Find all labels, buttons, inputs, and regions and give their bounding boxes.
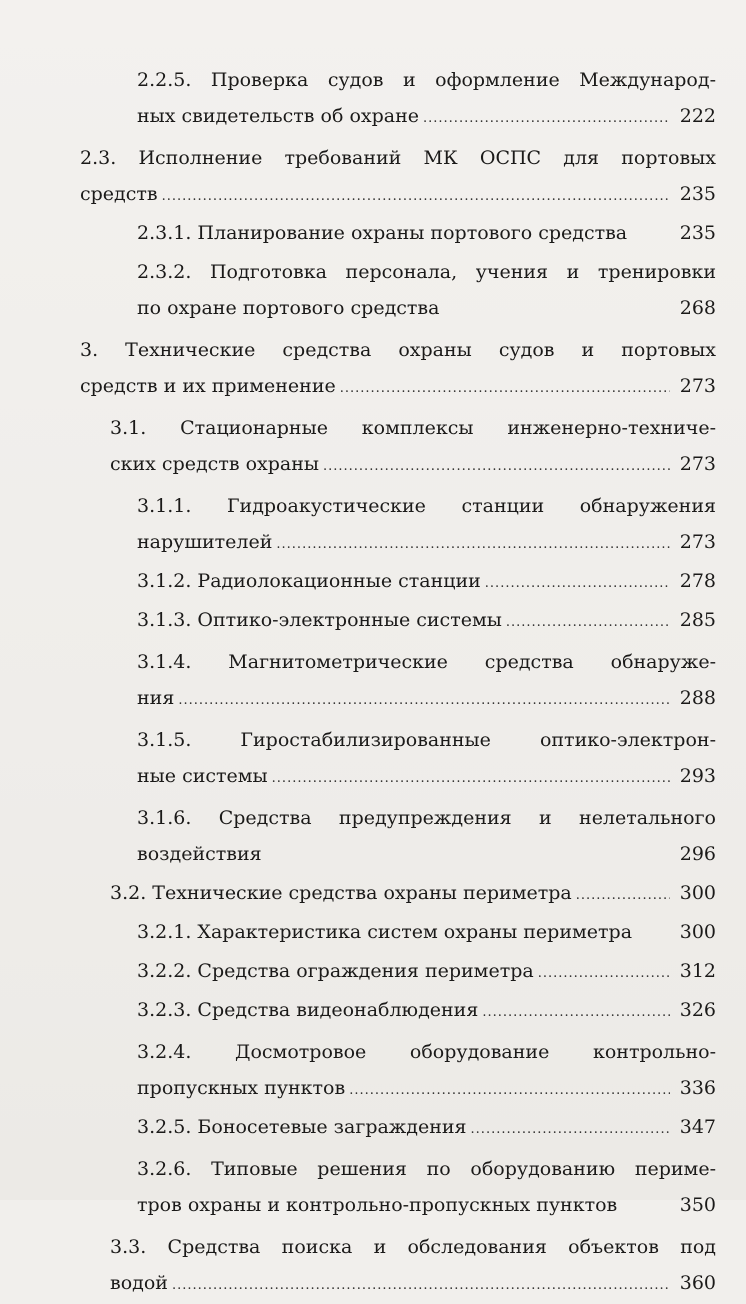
toc-entry-title-line: пропускных пунктов (137, 1077, 346, 1099)
toc-entry-3-2[interactable] (80, 875, 716, 914)
toc-entry-title-line: средств и их применение (80, 375, 336, 397)
toc-entry-3-2-4[interactable] (80, 1034, 716, 1109)
toc-entry-page-number: 350 (679, 1194, 716, 1216)
toc-entry-title-line: 2.3.1. Планирование охраны портового средства (137, 222, 628, 244)
toc-entry-title-line: тров охраны и контрольно-пропускных пунктов (137, 1194, 618, 1216)
toc-entry-page-number: 235 (679, 183, 716, 205)
toc-entry-3-1-6[interactable] (80, 800, 716, 875)
toc-entry-title-line: ные системы (137, 765, 268, 787)
toc-entry-last-line (137, 524, 716, 563)
toc-entry-page-number: 312 (679, 960, 716, 982)
toc-entry-title-line: 3.2.4. Досмотровое оборудование контрольно- (137, 1041, 716, 1063)
dot-leader (340, 371, 670, 407)
toc-entry-page-number: 273 (679, 375, 716, 397)
dot-leader (178, 683, 670, 719)
dot-leader (482, 995, 670, 1031)
toc-entry-last-line (80, 368, 716, 407)
dot-leader (349, 1073, 670, 1109)
toc-entry-page-number: 336 (679, 1077, 716, 1099)
toc-entry-title-line: 3.1.2. Радиолокационные станции (137, 570, 481, 592)
toc-entry-last-line (137, 680, 716, 719)
toc-entry-title-line: 3.2.5. Боносетевые заграждения (137, 1116, 467, 1138)
toc-entry-title-line: 3.1.6. Средства предупреждения и нелетального (137, 807, 716, 829)
toc-entry-title-line: ных свидетельств об охране (137, 105, 420, 127)
toc-entry-title-line: 3.3. Средства поиска и обследования объектов под (110, 1236, 716, 1258)
toc-entry-page-number: 235 (679, 222, 716, 244)
dot-leader (172, 1268, 670, 1304)
toc-entry-last-line (137, 1109, 716, 1148)
toc-entry-title-line: 3.2. Технические средства охраны периметра (110, 882, 572, 904)
toc-entry-title-line: ских средств охраны (110, 453, 319, 475)
toc-entry-last-line (137, 1187, 716, 1226)
toc-entry-page-number: 296 (679, 843, 716, 865)
toc-entry-last-line (80, 176, 716, 215)
toc-entry-page-number: 278 (679, 570, 716, 592)
toc-entry-3-1-5[interactable] (80, 722, 716, 797)
dot-leader (272, 761, 670, 797)
toc-entry-last-line (137, 836, 716, 875)
toc-entry-last-line (137, 1070, 716, 1109)
toc-entry-title-line: 3.2.2. Средства ограждения периметра (137, 960, 534, 982)
toc-entry-page-number: 273 (679, 453, 716, 475)
toc-entry-title-line: 3. Технические средства охраны судов и портовых (80, 339, 716, 361)
toc-entry-title-line: 3.1.3. Оптико-электронные системы (137, 609, 502, 631)
toc-entry-page-number: 293 (679, 765, 716, 787)
toc-entry-title-line: нарушителей (137, 531, 273, 553)
toc-entry-last-line (110, 446, 716, 485)
toc-entry-last-line (110, 875, 716, 914)
toc-entry-page-number: 360 (679, 1272, 716, 1294)
toc-entry-last-line (137, 602, 716, 641)
toc-entry-page-number: 222 (679, 105, 716, 127)
dot-leader (576, 878, 670, 914)
toc-entry-2-2-5[interactable] (80, 62, 716, 137)
toc-entry-title-line: 2.3. Исполнение требований МК ОСПС для портовых (80, 147, 716, 169)
toc-entry-page-number: 300 (679, 921, 716, 943)
toc-entry-title-line: 2.3.2. Подготовка персонала, учения и тренировки (137, 261, 716, 283)
toc-entry-3-2-6[interactable] (80, 1151, 716, 1226)
toc-entry-title-line: по охране портового средства (137, 297, 440, 319)
dot-leader (162, 179, 670, 215)
toc-entry-3[interactable] (80, 332, 716, 407)
toc-entry-3-1-3[interactable] (80, 602, 716, 641)
toc-entry-last-line (137, 758, 716, 797)
toc-entry-last-line (137, 98, 716, 137)
toc-entry-title-line: 3.2.6. Типовые решения по оборудованию периме- (137, 1158, 716, 1180)
toc-entry-page-number: 300 (679, 882, 716, 904)
toc-entry-title-line: средств (80, 183, 158, 205)
dot-leader (276, 527, 670, 563)
toc-entry-3-2-1[interactable] (80, 914, 716, 953)
toc-entry-page-number: 273 (679, 531, 716, 553)
toc-entry-last-line (137, 953, 716, 992)
toc-entry-2-3[interactable] (80, 140, 716, 215)
toc-entry-3-1-2[interactable] (80, 563, 716, 602)
toc-entry-last-line (137, 563, 716, 602)
toc-entry-page-number: 268 (679, 297, 716, 319)
toc-entry-last-line (137, 914, 716, 953)
dot-leader (423, 101, 670, 137)
toc-entry-3-2-3[interactable] (80, 992, 716, 1031)
toc-entry-last-line (110, 1265, 716, 1304)
toc-entry-3-1-1[interactable] (80, 488, 716, 563)
dot-leader (323, 449, 670, 485)
toc-entry-page-number: 347 (679, 1116, 716, 1138)
dot-leader (538, 956, 670, 992)
toc-entry-title-line: 3.1.5. Гиростабилизированные оптико-электрон- (137, 729, 716, 751)
toc-entry-title-line: 3.2.3. Средства видеонаблюдения (137, 999, 479, 1021)
toc-entry-3-2-2[interactable] (80, 953, 716, 992)
toc-entry-3-3[interactable] (80, 1229, 716, 1304)
toc-entry-page-number: 288 (679, 687, 716, 709)
dot-leader (485, 566, 670, 602)
toc-entry-title-line: 3.1.1. Гидроакустические станции обнаружения (137, 495, 716, 517)
toc-entry-last-line (137, 290, 716, 329)
toc-entry-last-line (137, 215, 716, 254)
toc-entry-page-number: 285 (679, 609, 716, 631)
toc-entry-title-line: водой (110, 1272, 168, 1294)
table-of-contents (80, 62, 716, 1304)
toc-entry-title-line: ния (137, 687, 175, 709)
toc-entry-title-line: воздействия (137, 843, 262, 865)
toc-entry-3-1-4[interactable] (80, 644, 716, 719)
toc-entry-title-line: 2.2.5. Проверка судов и оформление Международ- (137, 69, 716, 91)
dot-leader (506, 605, 670, 641)
toc-entry-page-number: 326 (679, 999, 716, 1021)
toc-entry-3-2-5[interactable] (80, 1109, 716, 1148)
toc-entry-title-line: 3.1. Стационарные комплексы инженерно-техниче- (110, 417, 716, 439)
toc-entry-2-3-2[interactable] (80, 254, 716, 329)
dot-leader (471, 1112, 670, 1148)
toc-entry-title-line: 3.2.1. Характеристика систем охраны периметра (137, 921, 633, 943)
toc-entry-title-line: 3.1.4. Магнитометрические средства обнаруже- (137, 651, 716, 673)
toc-entry-3-1[interactable] (80, 410, 716, 485)
toc-entry-2-3-1[interactable] (80, 215, 716, 254)
toc-entry-last-line (137, 992, 716, 1031)
